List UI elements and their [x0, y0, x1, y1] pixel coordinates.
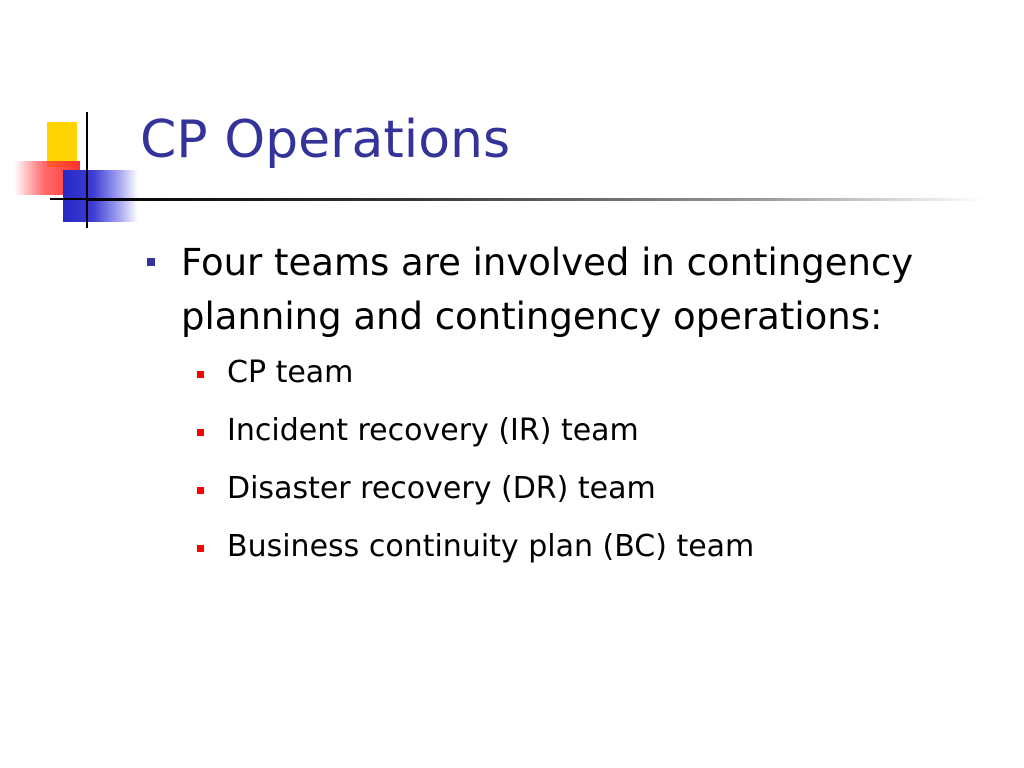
sub-bullet-item	[227, 402, 1000, 460]
slide-logo-decoration	[0, 0, 140, 240]
logo-vertical-line	[86, 112, 88, 228]
square-bullet-icon	[197, 429, 204, 436]
square-bullet-icon	[197, 545, 204, 552]
sub-bullet-item	[227, 460, 1000, 518]
sub-bullet-text: Disaster recovery (DR) team	[227, 471, 656, 506]
bullet-item	[140, 236, 1000, 344]
title-underline	[86, 198, 986, 201]
sub-bullet-item	[227, 344, 1000, 402]
logo-blue-square	[63, 170, 138, 222]
sub-bullet-text: Incident recovery (IR) team	[227, 413, 639, 448]
sub-bullet-text: CP team	[227, 355, 354, 390]
square-bullet-icon	[197, 487, 204, 494]
bullet-text: Four teams are involved in contingency planning and contingency operations:	[181, 241, 914, 338]
square-bullet-icon	[147, 258, 155, 266]
square-bullet-icon	[197, 371, 204, 378]
slide-body	[140, 236, 1000, 576]
sub-bullet-text: Business continuity plan (BC) team	[227, 529, 755, 564]
sub-bullet-item	[227, 518, 1000, 576]
slide-title: CP Operations	[140, 110, 511, 170]
sub-bullet-list	[140, 344, 1000, 576]
